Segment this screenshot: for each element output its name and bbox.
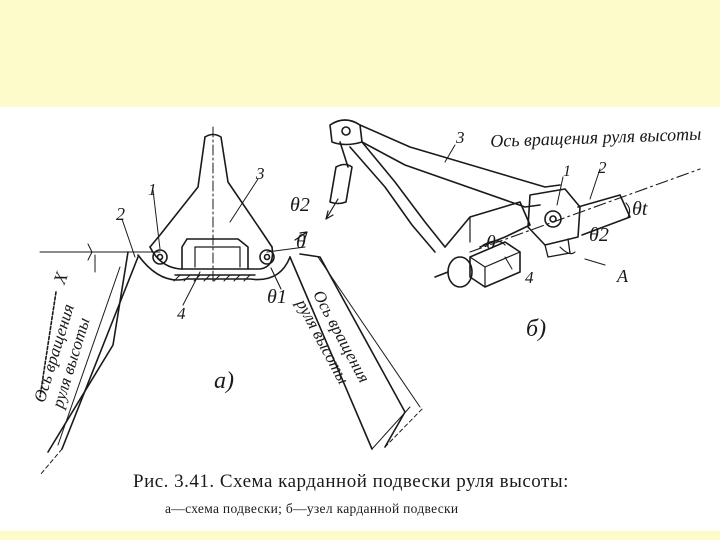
label-x: X: [49, 269, 72, 287]
figure-caption-subtitle: а—схема подвески; б—узел карданной подвески: [165, 501, 459, 516]
label-theta-1: θ1: [267, 286, 287, 308]
figure-caption-title: Рис. 3.41. Схема карданной подвески руля высоты:: [133, 471, 569, 492]
label-a-3: 3: [256, 164, 265, 183]
label-theta: θ: [296, 231, 306, 253]
label-b-3: 3: [456, 128, 465, 147]
sub-label-b: б): [526, 316, 547, 342]
label-b-theta-2: θ2: [589, 224, 609, 246]
figure-scan: [0, 107, 720, 531]
label-point-a: A: [617, 266, 628, 286]
label-b-theta: θ: [486, 232, 496, 254]
label-b-2: 2: [598, 158, 607, 177]
axis-label-right: Ось вращения руля высоты: [292, 287, 374, 388]
label-a-2: 2: [116, 204, 125, 224]
label-b-theta-t: θt: [632, 198, 648, 220]
gimbal-suspension-drawing: [0, 107, 720, 531]
sub-label-a: а): [214, 368, 234, 394]
label-b-4: 4: [525, 268, 534, 287]
label-a-1: 1: [148, 180, 157, 199]
label-a-4: 4: [177, 304, 186, 323]
axis-label-left: Ось вращения руля высоты: [30, 301, 94, 411]
label-b-1: 1: [563, 163, 571, 180]
axis-label-b: Ось вращения руля высоты: [489, 123, 702, 151]
label-theta-2: θ2: [290, 194, 310, 216]
